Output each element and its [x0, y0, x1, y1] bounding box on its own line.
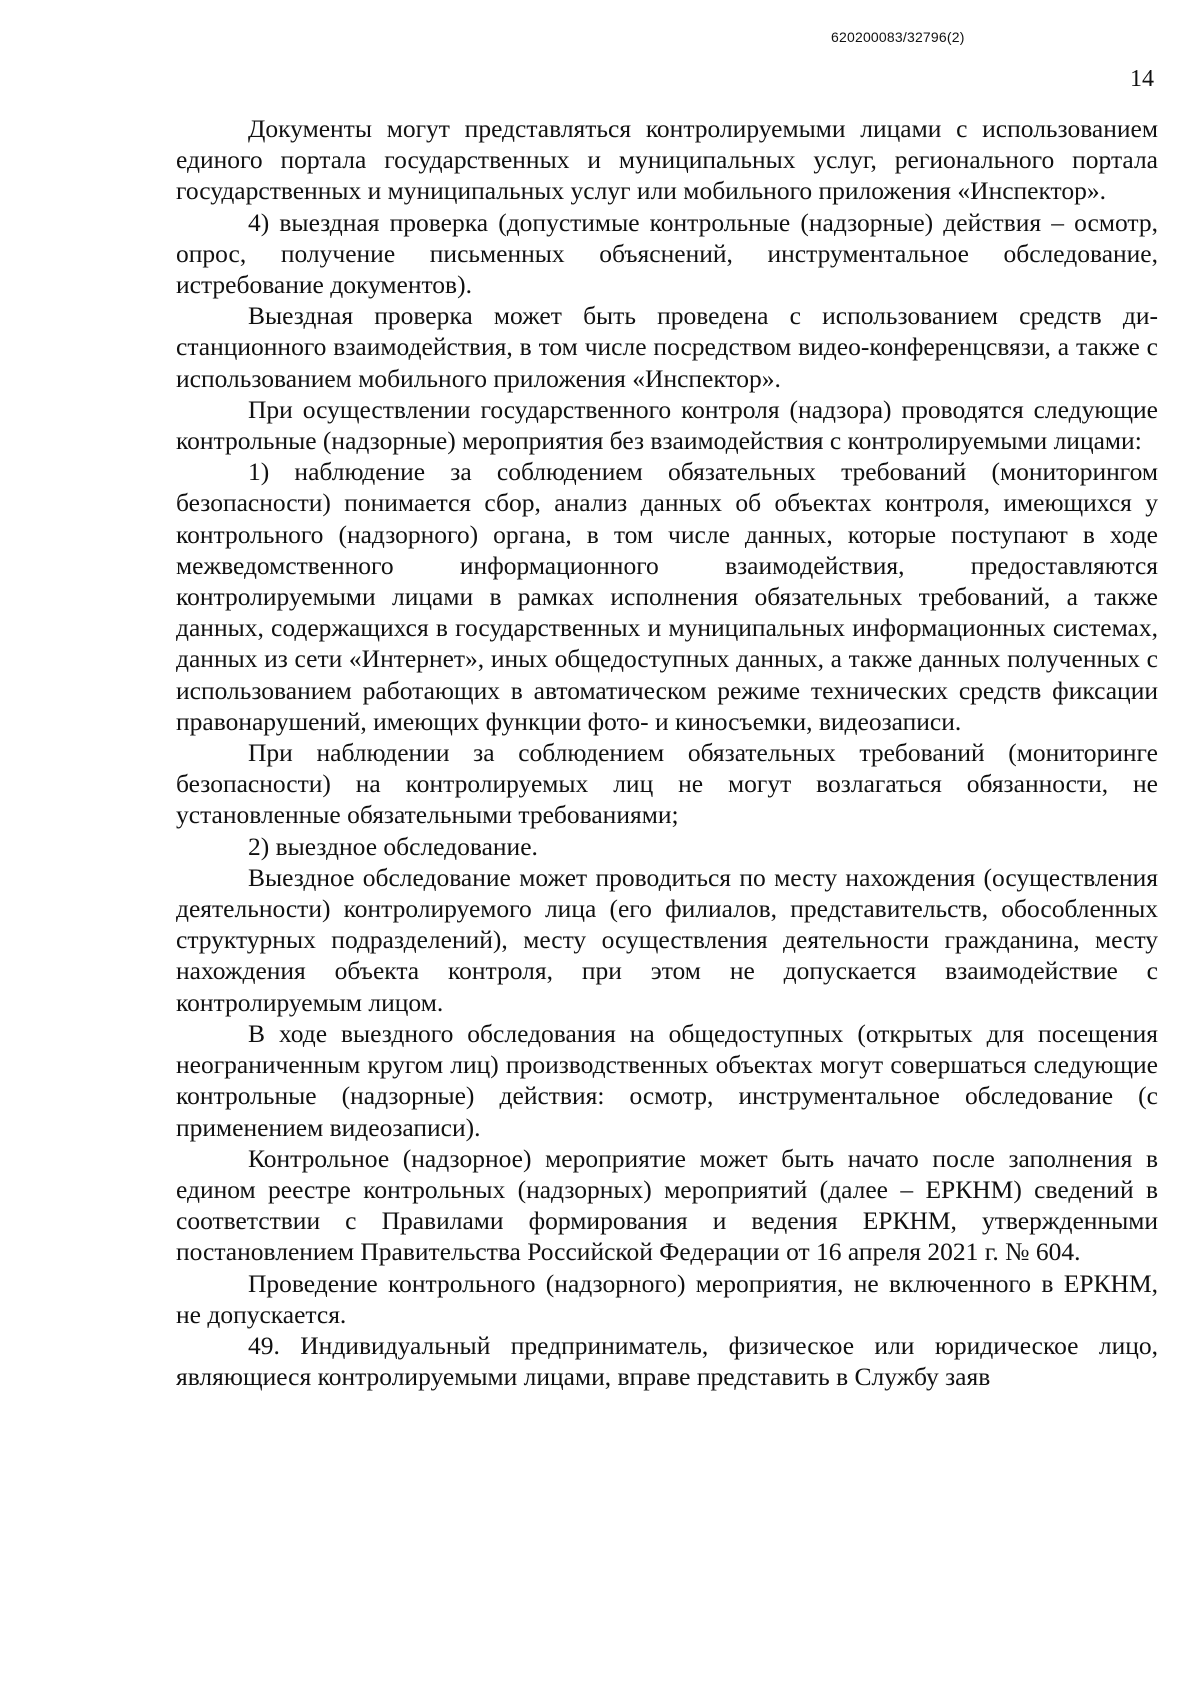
paragraph-onsite-inspection: 4) выездная проверка (допустимые контрольные (надзорные) действия – осмотр, опрос, получение письменных объяснений, инструментальное обследование, истребование документов).	[176, 207, 1158, 300]
document-registration-number: 620200083/32796(2)	[831, 29, 965, 45]
page-number: 14	[1130, 66, 1154, 92]
paragraph-field-survey: 2) выездное обследование.	[248, 831, 538, 861]
paragraph-49: 49. Индивидуальный предприниматель, физическое или юридическое лицо, являющиеся контролируемыми лицами, вправе представить в Службу заяв	[176, 1330, 1158, 1392]
paragraph-field-survey-location: Выездное обследование может проводиться по месту нахождения (осуществления деятельности) контролируемого лица (его филиалов, представительств, обособленных структурных подразделений), месту осуществления деятельности гражданина, месту нахождения объекта контроля, при этом не допускается взаимодействие с контролируемым лицом.	[176, 862, 1158, 1017]
paragraph-monitoring-obligations: При наблюдении за соблюдением обязательных требований (мониторинге безопасности) на контролируемых лиц не могут возлагаться обязанности, не установленные обязательными требованиями;	[176, 738, 1158, 830]
paragraph-no-interaction-measures: При осуществлении государственного контроля (надзора) проводятся следующие контрольные (надзорные) мероприятия без взаимодействия с контролируемыми лицами:	[176, 394, 1158, 456]
paragraph-monitoring: 1) наблюдение за соблюдением обязательных требований (мониторингом безопасности) понимается сбор, анализ данных об объектах контроля, имеющихся у контрольного (надзорного) органа, в том числе данных, которые поступают в ходе межведомственного информационного взаимодействия, предоставляются контролируемыми лицами в рамках исполнения обязательных требований, а также данных, содержащихся в государственных и муниципальных информационных системах, данных из сети «Интернет», иных общедоступных данных, а также данных полученных с использованием работающих в автоматическом режиме технических средств фиксации правонарушений, имеющих функции фото- и киносъемки, видеозаписи.	[176, 457, 1158, 736]
paragraph-erknm-registration: Контрольное (надзорное) мероприятие может быть начато после заполнения в едином реестре контрольных (надзорных) мероприятий (далее – ЕРКНМ) сведений в соответствии с Правилами формирования и ведения ЕРКНМ, утвержденными постановлением Правительства Российской Федерации от 16 апреля 2021 г. № 604.	[176, 1143, 1158, 1267]
paragraph-field-survey-actions: В ходе выездного обследования на общедоступных (открытых для посещения неограниченным кругом лиц) производственных объектах могут совершаться следующие контрольные (надзорные) действия: осмотр, инструментальное обследование (с применением видеозаписи).	[176, 1018, 1158, 1142]
document-body	[176, 113, 1158, 1392]
paragraph-remote-inspection: Выездная проверка может быть проведена с использованием средств дистанционного взаимодействия, в том числе посредством видео-конференцсвязи, а также с использованием мобильного приложения «Инспектор».	[176, 301, 1158, 393]
paragraph-documents-via-portal: Документы могут представляться контролируемыми лицами с использованием единого портала государственных и муниципальных услуг, регионального портала государственных и муниципальных услуг или мобильного приложения «Инспектор».	[176, 114, 1158, 206]
paragraph-erknm-prohibition: Проведение контрольного (надзорного) мероприятия, не включенного в ЕРКНМ, не допускается.	[176, 1268, 1158, 1329]
